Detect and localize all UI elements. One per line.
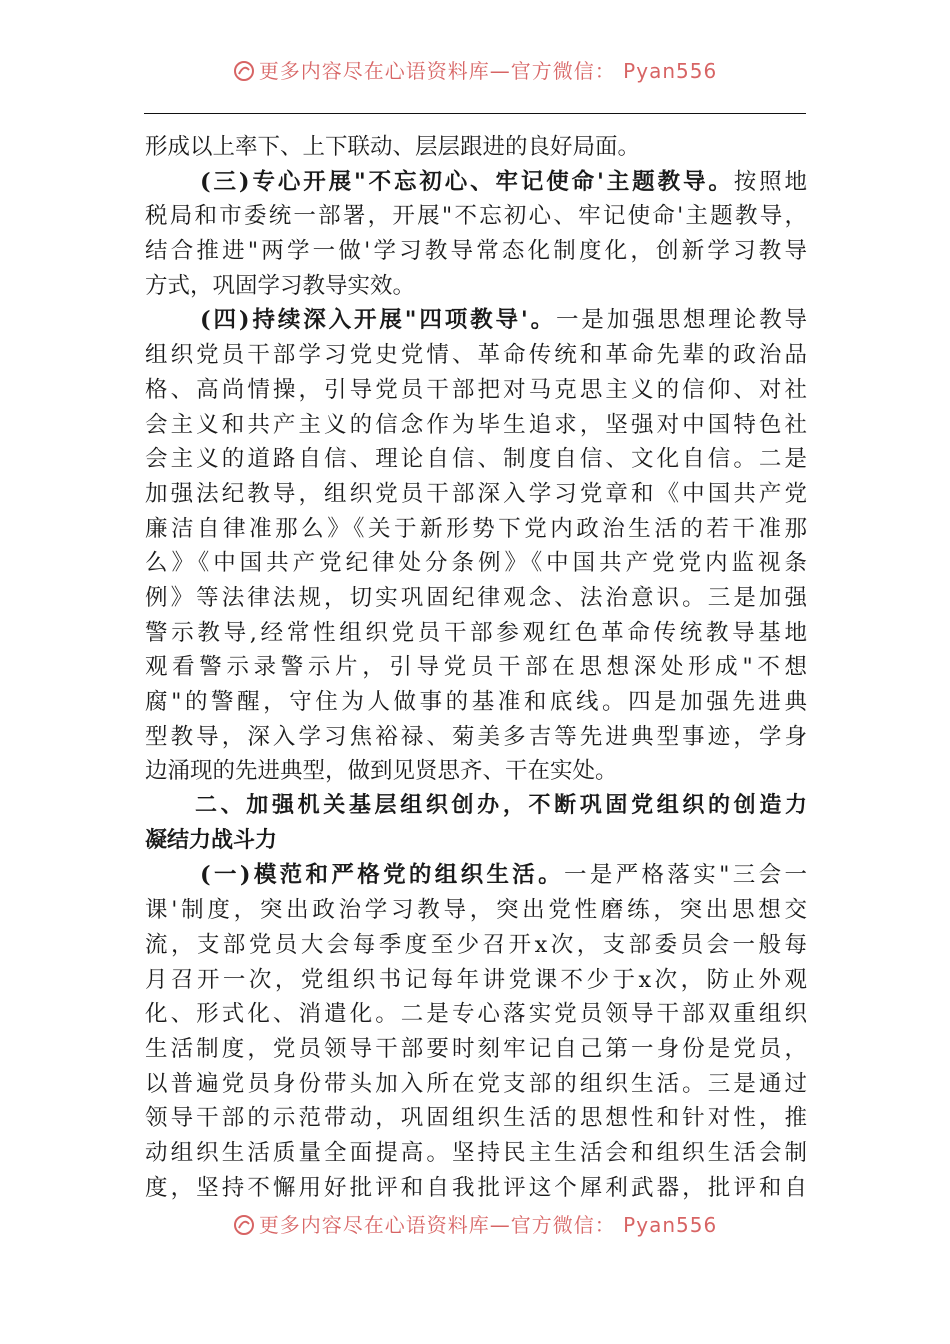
- text-line: 形成以上率下、上下联动、层层跟进的良好局面。: [145, 134, 641, 160]
- section-heading-cont: 凝结力战斗力: [145, 827, 278, 853]
- document-body: [145, 130, 807, 1205]
- text-line: 组织党员干部学习党史党情、革命传统和革命先辈的政治品: [145, 342, 807, 369]
- text-line: 化、形式化、消遣化。二是专心落实党员领导干部双重组织: [145, 1001, 807, 1028]
- watermark-text: 更多内容尽在心语资料库—官方微信： Pyan556: [258, 59, 718, 83]
- section-lead: (一)模范和严格党的组织生活。: [200, 862, 565, 889]
- text-run: 一是严格落实"三会一: [564, 862, 807, 889]
- text-line: 动组织生活质量全面提高。坚持民主生活会和组织生活会制: [145, 1139, 807, 1166]
- text-line: 么》《中国共产党纪律处分条例》《中国共产党党内监视条: [145, 550, 807, 577]
- text-line: [145, 165, 807, 200]
- text-line: [145, 303, 807, 338]
- watermark-logo-icon: [233, 1214, 255, 1236]
- text-line: 边涌现的先进典型，做到见贤思齐、干在实处。: [145, 758, 618, 785]
- text-line: 生活制度，党员领导干部要时刻牢记自己第一身份是党员，: [145, 1035, 807, 1062]
- text-run: 一是加强思想理论教导: [556, 307, 807, 334]
- text-line: 会主义和共产主义的信念作为毕生追求，坚强对中国特色社: [145, 411, 807, 438]
- text-line: 月召开一次，党组织书记每年讲党课不少于x次，防止外观: [145, 966, 807, 993]
- text-line: 领导干部的示范带动，巩固组织生活的思想性和针对性，推: [145, 1105, 807, 1132]
- text-line: 流，支部党员大会每季度至少召开x次，支部委员会一般每: [145, 931, 807, 958]
- header-rule: [144, 113, 806, 114]
- text-line: 税局和市委统一部署，开展"不忘初心、牢记使命'主题教导，: [145, 203, 807, 230]
- text-line: 腐"的警醒，守住为人做事的基准和底线。四是加强先进典: [145, 689, 807, 715]
- text-line: [145, 858, 807, 893]
- text-line: 廉洁自律准那么》《关于新形势下党内政治生活的若干准那: [145, 515, 807, 542]
- text-line: 度，坚持不懈用好批评和自我批评这个犀利武器，批评和自: [145, 1174, 807, 1201]
- watermark-text: 更多内容尽在心语资料库—官方微信： Pyan556: [258, 1213, 718, 1237]
- text-line: 结合推进"两学一做'学习教导常态化制度化，创新学习教导: [145, 238, 807, 265]
- text-line: 格、高尚情操，引导党员干部把对马克思主义的信仰、对社: [145, 376, 807, 403]
- watermark-logo-icon: [233, 60, 255, 82]
- section-lead: (三)专心开展"不忘初心、牢记使命'主题教导。: [200, 168, 734, 195]
- section-heading: 二、加强机关基层组织创办，不断巩固党组织的创造力: [195, 793, 807, 819]
- text-line: 警示教导,经常性组织党员干部参观红色革命传统教导基地: [145, 619, 807, 646]
- text-line: 加强法纪教导，组织党员干部深入学习党章和《中国共产党: [145, 480, 807, 507]
- text-line: 观看警示录警示片，引导党员干部在思想深处形成"不想: [145, 654, 807, 681]
- text-run: 按照地: [733, 168, 807, 195]
- text-line: 型教导，深入学习焦裕禄、菊美多吉等先进典型事迹，学身: [145, 723, 807, 750]
- text-line: 方式，巩固学习教导实效。: [145, 272, 416, 299]
- text-line: 课'制度，突出政治学习教导，突出党性磨练，突出思想交: [145, 897, 807, 924]
- text-line: 例》等法律法规，切实巩固纪律观念、法治意识。三是加强: [145, 584, 807, 611]
- section-lead: (四)持续深入开展"四项教导'。: [200, 307, 557, 334]
- watermark-footer: [0, 1210, 950, 1240]
- watermark-header: [0, 56, 950, 86]
- text-line: 会主义的道路自信、理论自信、制度自信、文化自信。二是: [145, 446, 807, 473]
- text-line: 以普遍党员身份带头加入所在党支部的组织生活。三是通过: [145, 1070, 807, 1097]
